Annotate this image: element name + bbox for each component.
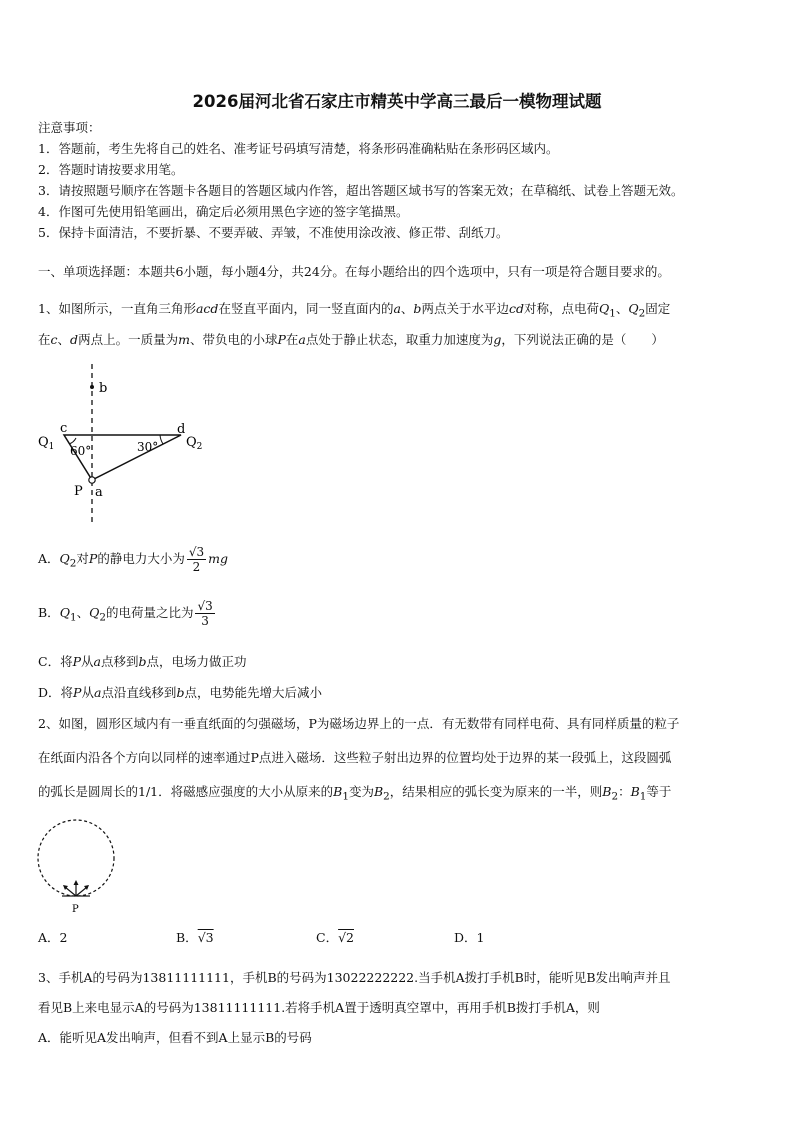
angle-60-label: 60° [70, 444, 92, 458]
label-Q2: $Q_2$ [186, 435, 203, 452]
q3-option-a[interactable]: A．能听见A发出响声，但看不到A上显示B的号码 [38, 1030, 312, 1045]
label-d: d [177, 422, 186, 437]
label-P: P [72, 904, 79, 915]
section-heading: 一、单项选择题：本题共6小题，每小题4分，共24分。在每小题给出的四个选项中，只有一项是符合题目要求的。 [38, 264, 670, 279]
q2-option-c[interactable]: C．√2 [316, 930, 354, 945]
q3-stem-line1: 3、手机A的号码为13811111111，手机B的号码为13022222222.当手机A拨打手机B时，能听见B发出响声并且 [38, 970, 671, 985]
notice-item: 4．作图可先使用铅笔画出，确定后必须用黑色字迹的签字笔描黑。 [38, 204, 409, 219]
q1-option-c[interactable]: C．将P从a点移到b点，电场力做正功 [38, 654, 247, 669]
q2-stem-line1: 2、如图，圆形区域内有一垂直纸面的匀强磁场，P为磁场边界上的一点．有无数带有同样电荷、具有同样质量的粒子 [38, 716, 680, 731]
notice-item: 5．保持卡面清洁，不要折暴、不要弄破、弄皱，不准使用涂改液、修正带、刮纸刀。 [38, 225, 509, 240]
q2-stem-line2: 在纸面内沿各个方向以同样的速率通过P点进入磁场．这些粒子射出边界的位置均处于边界的某一段弧上，这段圆弧 [38, 750, 672, 765]
angle-30-arc [160, 435, 163, 444]
notice-item: 3．请按照题号顺序在答题卡各题目的答题区域内作答，超出答题区域书写的答案无效；在草稿纸、试卷上答题无效。 [38, 183, 684, 198]
page-title: 2026届河北省石家庄市精英中学高三最后一模物理试题 [192, 92, 602, 111]
q3-stem-line2: 看见B上来电显示A的号码为13811111111.若将手机A置于透明真空罩中，再用手机B拨打手机A，则 [38, 1000, 600, 1015]
fraction: $\frac{√3}{3}$ [197, 599, 213, 628]
q2-figure [34, 818, 124, 918]
notice-item: 1．答题前，考生先将自己的姓名、准考证号码填写清楚，将条形码准确粘贴在条形码区域内。 [38, 141, 559, 156]
point-b-dot [90, 385, 94, 389]
label-a: a [95, 485, 103, 500]
q1-option-a[interactable]: A．$Q_2$对P的静电力大小为 $\frac{√3}{2}$ mg [38, 545, 228, 574]
q1-stem-line2: 在c、d两点上。一质量为m、带负电的小球P在a点处于静止状态，取重力加速度为g，下列说法正确的是（ ） [38, 332, 664, 347]
label-P: P [74, 484, 83, 499]
label-b: b [99, 381, 108, 396]
q1-option-b[interactable]: B．$Q_1$、$Q_2$的电荷量之比为 $\frac{√3}{3}$ [38, 599, 213, 628]
q2-option-b[interactable]: B．√3 [176, 930, 214, 945]
q1-option-d[interactable]: D．将P从a点沿直线移到b点，电势能先增大后减小 [38, 685, 322, 700]
label-Q1: $Q_1$ [38, 435, 55, 452]
q2-option-a[interactable]: A．2 [38, 930, 68, 945]
q1-stem-line1: 1、如图所示，一直角三角形acd在竖直平面内，同一竖直面内的a、b两点关于水平边cd对称，点电荷$Q_1$、$Q_2$固定 [38, 301, 671, 320]
q1-figure [36, 362, 216, 524]
q2-option-d[interactable]: D．1 [454, 930, 485, 945]
label-c: c [60, 421, 68, 436]
fraction: $\frac{√3}{2}$ [188, 545, 205, 574]
angle-30-label: 30° [137, 440, 159, 454]
q2-stem-line3: 的弧长是圆周长的1/1．将磁感应强度的大小从原来的$B_1$变为$B_2$，结果相应的弧长变为原来的一半，则$B_2$：$B_1$等于 [38, 784, 672, 803]
ball-P [89, 477, 95, 483]
notice-item: 2．答题时请按要求用笔。 [38, 162, 184, 177]
notice-heading: 注意事项： [38, 120, 101, 135]
